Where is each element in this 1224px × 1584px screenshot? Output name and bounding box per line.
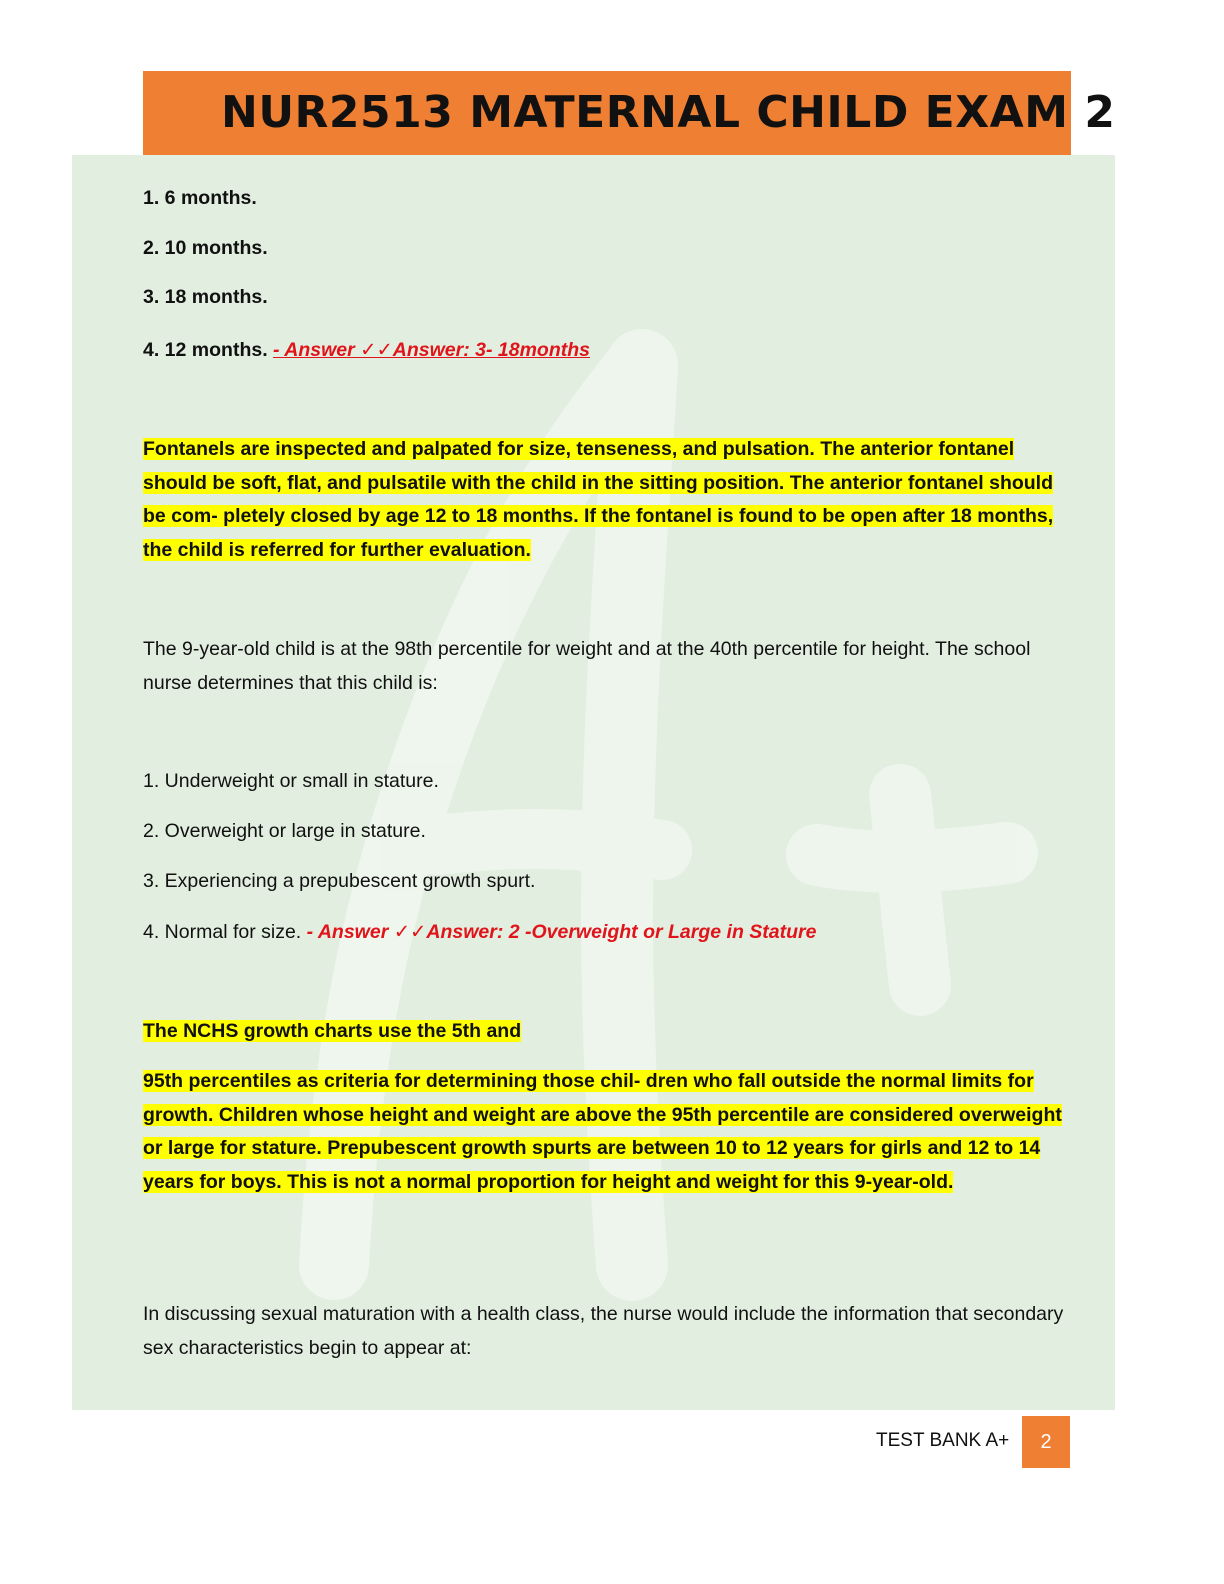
rationale-2-line1-text: The NCHS growth charts use the 5th and [143,1020,522,1042]
rationale-2 [143,1065,1073,1199]
q1-answer-prefix: - [273,339,285,361]
rationale-1 [143,433,1073,567]
rationale-2-line1 [143,1015,1073,1049]
q1-option-4: 4. 12 months. [143,339,268,361]
q3-stem: In discussing sexual maturation with a health class, the nurse would include the information that secondary sex characteristics begin to appear at: [143,1303,1064,1359]
q2-option-4: 4. Normal for size. [143,921,302,943]
page-number: 2 [1022,1416,1070,1468]
q1-option-2: 2. 10 months. [143,237,268,259]
q2-option-4-row [143,916,816,950]
q2-answer-prefix: - [306,921,318,943]
q1-option-4-row [143,334,590,368]
header-bar [143,71,1116,155]
rationale-2-text: 95th percentiles as criteria for determining those chil- dren who fall outside the normal limits for growth. Children whose height and weight are above the 95th percentile are considered overweight or large for stature. Prepubescent growth spurts are between 10 to 12 years for girls and 12 to 14 years for boys. This is not a normal proportion for height and weight for this 9-year-old. [143,1070,1062,1193]
q2-option-1: 1. Underweight or small in stature. [143,770,439,792]
q1-answer: Answer ✓✓Answer: 3- 18months [284,339,590,361]
q1-option-3: 3. 18 months. [143,286,268,308]
q2-option-2: 2. Overweight or large in stature. [143,820,426,842]
rationale-1-text: Fontanels are inspected and palpated for size, tenseness, and pulsation. The anterior fontanel should be soft, flat, and pulsatile with the child in the sitting position. The anterior fontanel should be com- pletely closed by age 12 to 18 months. If the fontanel is found to be open after 18 months, the child is referred for further evaluation. [143,438,1054,561]
footer-label: TEST BANK A+ [876,1430,1010,1451]
q2-answer: Answer ✓✓Answer: 2 -Overweight or Large in Stature [317,921,817,943]
q2-option-3: 3. Experiencing a prepubescent growth spurt. [143,870,536,892]
q1-option-1: 1. 6 months. [143,187,257,209]
q2-stem: The 9-year-old child is at the 98th percentile for weight and at the 40th percentile for height. The school nurse determines that this child is: [143,638,1031,694]
document-title: NUR2513 MATERNAL CHILD EXAM 2 [221,87,1116,138]
